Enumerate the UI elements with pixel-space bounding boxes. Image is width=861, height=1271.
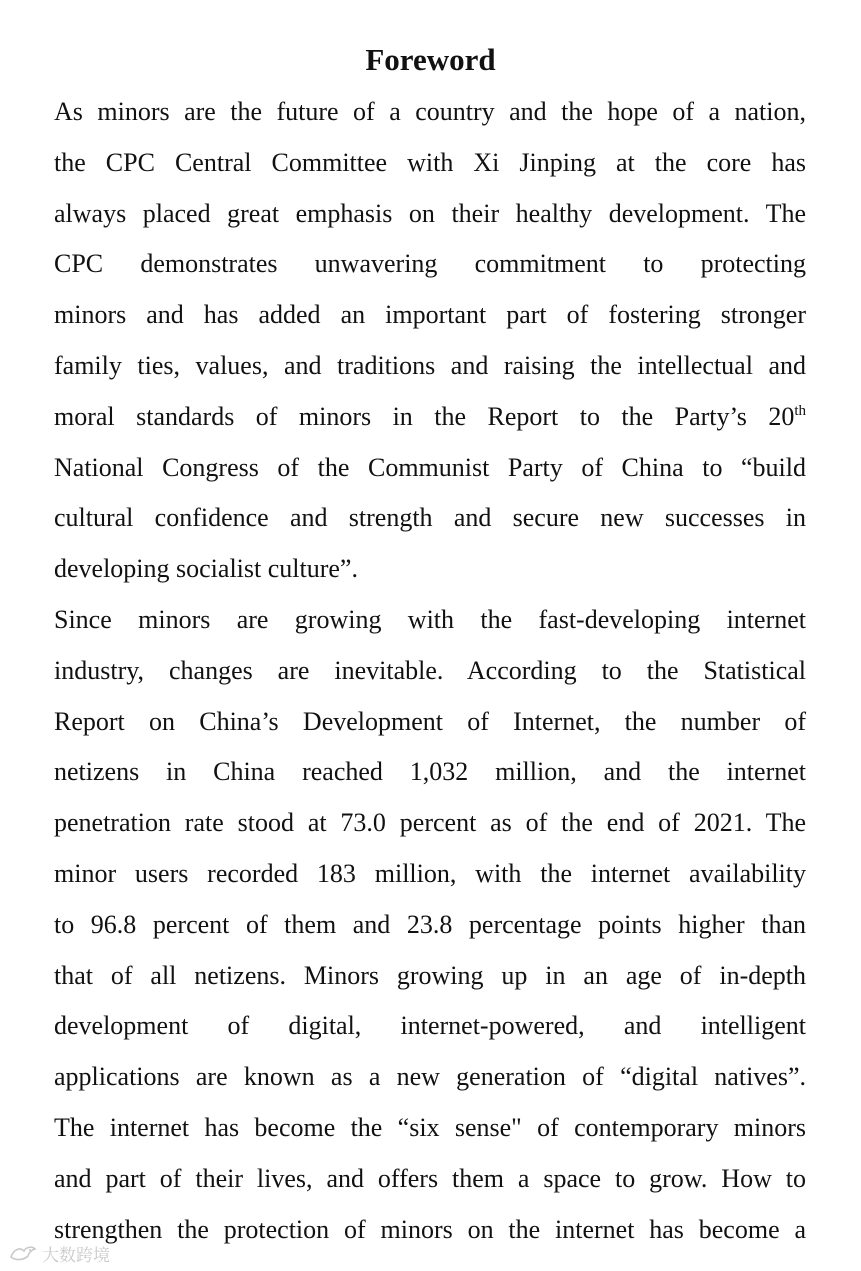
- text-line-22: and part of their lives, and offers them a space to grow. How to: [54, 1163, 806, 1193]
- text-line-6: family ties, values, and traditions and raising the intellectual and: [54, 350, 806, 380]
- text-line-12: industry, changes are inevitable. According to the Statistical: [54, 655, 806, 685]
- text-line-16: minor users recorded 183 million, with the internet availability: [54, 858, 806, 888]
- watermark: [8, 1241, 110, 1265]
- bird-logo-icon: [8, 1243, 38, 1263]
- text-line-3: always placed great emphasis on their healthy development. The: [54, 198, 806, 228]
- text-line-11: Since minors are growing with the fast-developing internet: [54, 604, 806, 634]
- text-line-1: As minors are the future of a country and the hope of a nation,: [54, 97, 806, 126]
- text-line-15: penetration rate stood at 73.0 percent as of the end of 2021. The: [54, 808, 806, 838]
- text-line-21: The internet has become the “six sense" of contemporary minors: [54, 1112, 806, 1142]
- body-text: [54, 87, 806, 1255]
- text-line-19: development of digital, internet-powered, and intelligent: [54, 1011, 806, 1041]
- text-line-20: applications are known as a new generation of “digital natives”.: [54, 1062, 806, 1092]
- text-line-9: cultural confidence and strength and secure new successes in: [54, 503, 806, 533]
- page-title: Foreword: [365, 42, 496, 77]
- text-line-14: netizens in China reached 1,032 million, and the internet: [54, 757, 806, 787]
- text-line-7-main: moral standards of minors in the Report to the Party’s 20: [54, 401, 795, 431]
- watermark-text: 大数跨境: [42, 1245, 110, 1266]
- text-line-2: the CPC Central Committee with Xi Jinping at the core has: [54, 147, 806, 177]
- text-line-5: minors and has added an important part of fostering stronger: [54, 300, 806, 330]
- text-line-10: developing socialist culture”.: [54, 554, 358, 584]
- text-line-7: [54, 392, 806, 443]
- text-line-4: CPC demonstrates unwavering commitment to protecting: [54, 249, 806, 279]
- text-line-18: that of all netizens. Minors growing up in an age of in-depth: [54, 960, 806, 990]
- text-line-23: strengthen the protection of minors on the internet has become a: [54, 1214, 806, 1244]
- text-line-17: to 96.8 percent of them and 23.8 percentage points higher than: [54, 909, 806, 939]
- text-line-13: Report on China’s Development of Internet, the number of: [54, 706, 806, 736]
- text-line-8: National Congress of the Communist Party of China to “build: [54, 452, 806, 482]
- superscript-th: th: [794, 402, 806, 419]
